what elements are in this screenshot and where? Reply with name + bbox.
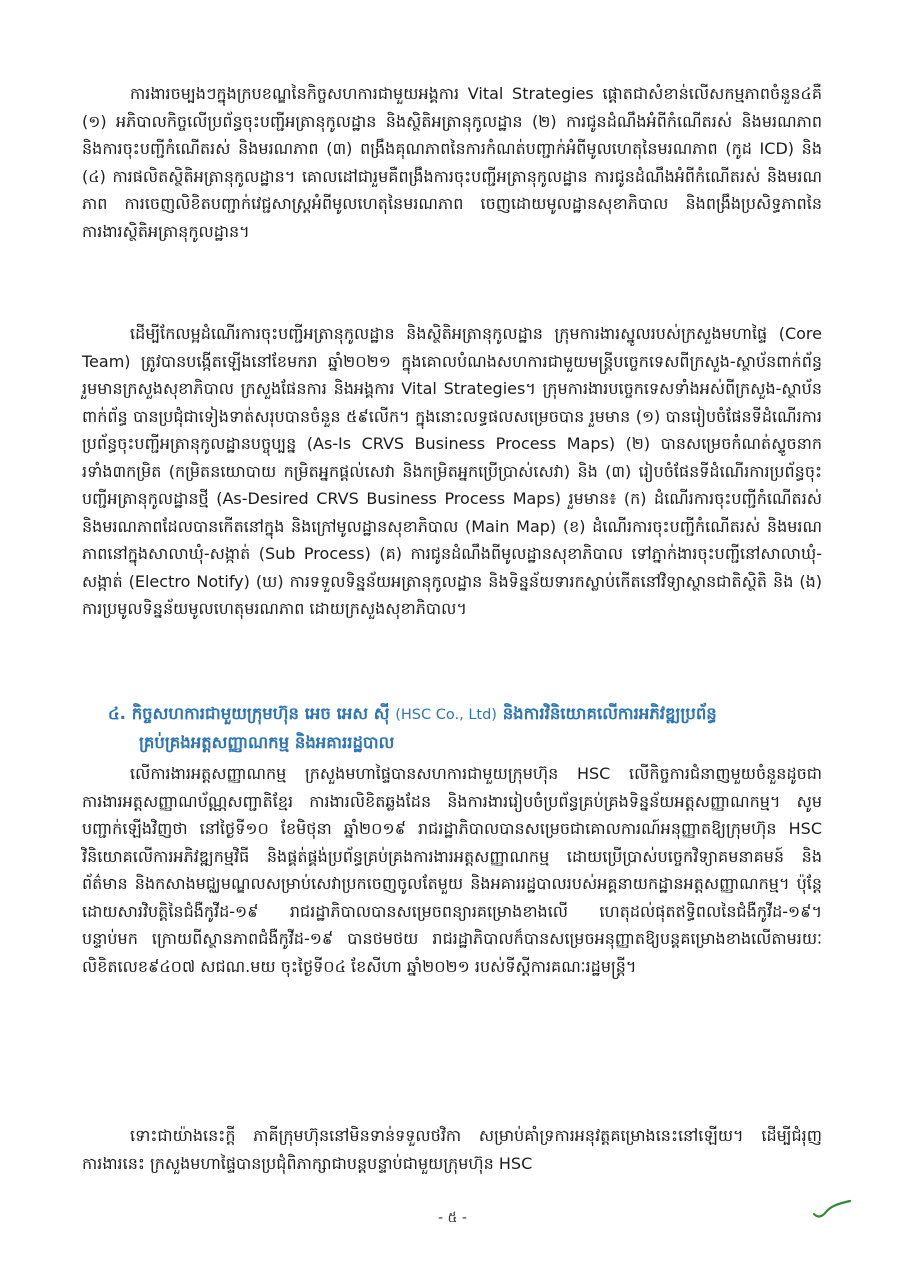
paragraph-core-team: ដើម្បីកែលម្អដំណើរការចុះបញ្ជីអត្រានុកូលដ្ឋាន និងស្ថិតិអត្រានុកូលដ្ឋាន ក្រុមការងារស្នូលរបស់ក្រសួងមហាផ្ទៃ (Core Team) ត្រូវបានបង្កើតឡើងនៅខែមករា ឆ្នាំ២០២១ ក្នុងគោលបំណងសហការជាមួយមន្ត្រីបច្ចេកទេសពីក្រសួង-ស្ថាប័នពាក់ព័ន្ធ រួមមានក្រសួងសុខាភិបាល ក្រសួងផែនការ និងអង្គការ Vital Strategies។ ក្រុមការងារបច្ចេកទេសទាំងអស់ពីក្រសួង-ស្ថាប័នពាក់ព័ន្ធ បានប្រជុំជាទៀងទាត់សរុបបានចំនួន ៥៩លើក។ ក្នុងនោះលទ្ធផលសម្រេចបាន រួមមាន (១) បានរៀបចំផែនទីដំណើរការប្រព័ន្ធចុះបញ្ជីអត្រានុកូលដ្ឋានបច្ចុប្បន្ន (As-Is CRVS Business Process Maps) (២) បានសម្រេចកំណត់ស្ទូចនាករទាំង៣កម្រិត (កម្រិតនយោបាយ កម្រិតអ្នកផ្តល់សេវា និងកម្រិតអ្នកប្រើប្រាស់សេវា) និង (៣) រៀបចំផែនទីដំណើរការប្រព័ន្ធចុះបញ្ជីអត្រានុកូលដ្ឋានថ្មី (As-Desired CRVS Business Process Maps) រួមមាន៖ (ក) ដំណើរការចុះបញ្ជីកំណើតរស់ និងមរណភាពដែលបានកើតនៅក្នុង និងក្រៅមូលដ្ឋានសុខាភិបាល (Main Map) (ខ) ដំណើរការចុះបញ្ជីកំណើតរស់ និងមរណភាពនៅក្នុងសាលាឃុំ-សង្កាត់ (Sub Process) (គ) ការជូនដំណឹងពីមូលដ្ឋានសុខាភិបាល ទៅភ្នាក់ងារចុះបញ្ជីនៅសាលាឃុំ-សង្កាត់ (Electro Notify) (ឃ) ការទទួលទិន្នន័យអត្រានុកូលដ្ឋាន និងទិន្នន័យទារកស្លាប់កើតនៅវិទ្យាស្ថានជាតិស្ថិតិ និង (ង) ការប្រមូលទិន្នន័យមូលហេតុមរណភាព ដោយក្រសួងសុខាភិបាល។ [82, 324, 822, 618]
body-text-block [82, 80, 822, 245]
section-heading-line2: គ្រប់គ្រងអត្តសញ្ញាណកម្ម និងអគាររដ្ឋបាល [139, 733, 395, 752]
handwritten-tick-icon [812, 1198, 852, 1220]
body-text-block [82, 1122, 822, 1177]
body-text-block [82, 760, 822, 980]
section-heading-title: ៤. កិច្ចសហការជាមួយក្រុមហ៊ុន អេច អេស ស៊ី [108, 704, 390, 723]
paragraph-budget: ទោះជាយ៉ាងនេះក្តី ភាគីក្រុមហ៊ុននៅមិនទាន់ទទួលថវិកា សម្រាប់គាំទ្រការអនុវត្តគម្រោងនេះនៅឡើយ។ ដើម្បីជំរុញការងារនេះ ក្រសួងមហាផ្ទៃបានប្រជុំពិភាក្សាជាបន្តបន្ទាប់ជាមួយក្រុមហ៊ុន HSC [82, 1126, 822, 1173]
section-heading-company: (HSC Co., Ltd) [395, 707, 497, 723]
paragraph-vital-strategies: ការងារចម្បងៗក្នុងក្របខណ្ឌនៃកិច្ចសហការជាមួយអង្គការ Vital Strategies ផ្តោតជាសំខាន់លើសកម្មភាពចំនួន៤គឺ (១) អភិបាលកិច្ចលើប្រព័ន្ធចុះបញ្ជីអត្រានុកូលដ្ឋាន និងស្ថិតិអត្រានុកូលដ្ឋាន (២) ការជូនដំណឹងអំពីកំណើតរស់ និងមរណភាព និងការចុះបញ្ជីកំណើតរស់ និងមរណភាព (៣) ពង្រឹងគុណភាពនៃការកំណត់បញ្ជាក់អំពីមូលហេតុនៃមរណភាព (កូដ ICD) និង (៤) ការផលិតស្ថិតិអត្រានុកូលដ្ឋាន។ គោលដៅជារួមគឺពង្រឹងការចុះបញ្ជីអត្រានុកូលដ្ឋាន ការជូនដំណឹងអំពីកំណើតរស់ និងមរណភាព ការចេញលិខិតបញ្ជាក់វេជ្ជសាស្ត្រអំពីមូលហេតុនៃមរណភាព ចេញដោយមូលដ្ឋានសុខាភិបាល និងពង្រឹងប្រសិទ្ធភាពនៃការងារស្ថិតិអត្រានុកូលដ្ឋាន។ [82, 84, 822, 241]
body-text-block [82, 320, 822, 623]
paragraph-identification: លើការងារអត្តសញ្ញាណកម្ម ក្រសួងមហាផ្ទៃបានសហការជាមួយក្រុមហ៊ុន HSC លើកិច្ចការជំនាញមួយចំនួនដូចជា ការងារអត្តសញ្ញាណប័ណ្ណសញ្ជាតិខ្មែរ ការងារលិខិតឆ្លងដែន និងការងាររៀបចំប្រព័ន្ធគ្រប់គ្រងទិន្នន័យអត្តសញ្ញាណកម្ម។ សូមបញ្ជាក់ឡើងវិញថា នៅថ្ងៃទី១០ ខែមិថុនា ឆ្នាំ២០១៩ រាជរដ្ឋាភិបាលបានសម្រេចជាគោលការណ៍អនុញ្ញាតឱ្យក្រុមហ៊ុន HSC វិនិយោគលើការអភិវឌ្ឍកម្មវិធី និងផ្គត់ផ្គង់ប្រព័ន្ធគ្រប់គ្រងការងារអត្តសញ្ញាណកម្ម ដោយប្រើប្រាស់បច្ចេកវិទ្យាគមនាគមន៍ និងព័ត៌មាន និងកសាងមជ្ឈមណ្ឌលសម្រាប់សេវាប្រកចេញចូលតែមួយ និងអគាររដ្ឋបាលរបស់អគ្គនាយកដ្ឋានអត្តសញ្ញាណកម្ម។ ប៉ុន្តែដោយសារវិបត្តិនៃជំងឺកូវីដ-១៩ រាជរដ្ឋាភិបាលបានសម្រេចពន្យារគម្រោងខាងលើ ហេតុដល់ផុតឥទ្ធិពលនៃជំងឺកូវីដ-១៩។ បន្ទាប់មក ក្រោយពីស្ថានភាពជំងឺកូវីដ-១៩ បានថមថយ រាជរដ្ឋាភិបាលក៏បានសម្រេចអនុញ្ញាតឱ្យបន្តគម្រោងខាងលើតាមរយៈលិខិតលេខ៩៤០៧ សជណ.មយ ចុះថ្ងៃទី០៤ ខែសីហា ឆ្នាំ២០២១ របស់ទីស្តីការគណៈរដ្ឋមន្ត្រី។ [82, 764, 822, 976]
page-number: - ៥ - [438, 1210, 467, 1226]
section-heading [108, 700, 823, 757]
section-heading-title-rest: និងការវិនិយោគលើការអភិវឌ្ឍប្រព័ន្ធ [502, 704, 717, 723]
